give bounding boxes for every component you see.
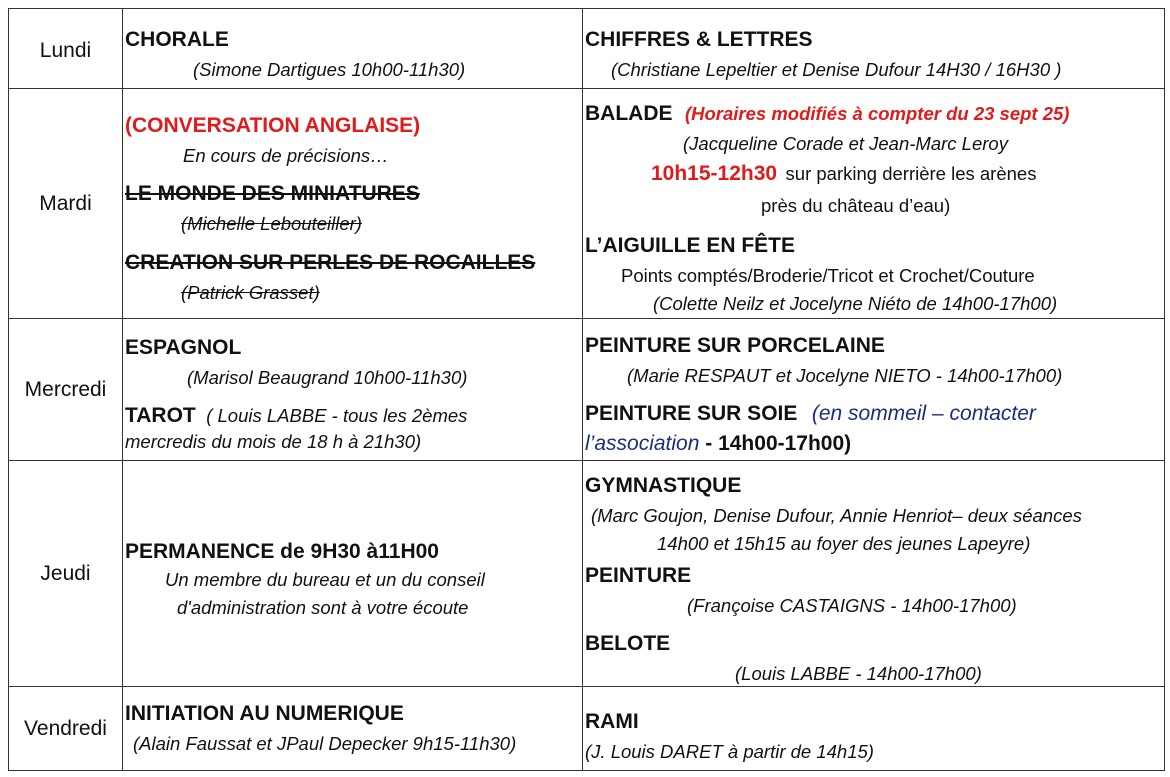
day-mercredi: Mercredi	[9, 319, 123, 461]
aiguille-title: L’AIGUILLE EN FÊTE	[585, 234, 796, 257]
numerique-info: (Alain Faussat et JPaul Depecker 9h15-11h30)	[133, 733, 517, 754]
aiguille-info: (Colette Neilz et Jocelyne Niéto de 14h00-17h00)	[653, 293, 1058, 314]
chorale-title: CHORALE	[125, 28, 229, 51]
lundi-morning	[123, 9, 583, 89]
conversation-info: En cours de précisions…	[183, 145, 389, 166]
vendredi-morning	[123, 687, 583, 771]
chorale-info: (Simone Dartigues 10h00-11h30)	[193, 59, 466, 80]
balade-place2: près du château d’eau)	[761, 195, 951, 216]
conversation-title: (CONVERSATION ANGLAISE)	[125, 114, 421, 137]
miniatures-info: (Michelle Lebouteiller)	[181, 213, 362, 234]
soie-heading	[585, 403, 1164, 424]
chiffres-info: (Christiane Lepeltier et Denise Dufour 14H30 / 16H30 )	[611, 59, 1062, 80]
soie-sep: -	[699, 432, 719, 455]
row-mardi	[9, 89, 1165, 319]
schedule-table	[8, 8, 1165, 771]
mercredi-afternoon	[583, 319, 1165, 461]
day-mardi: Mardi	[9, 89, 123, 319]
belote-title: BELOTE	[585, 632, 671, 655]
row-vendredi	[9, 687, 1165, 771]
miniatures-title: LE MONDE DES MINIATURES	[125, 182, 420, 205]
jeudi-afternoon	[583, 461, 1165, 687]
perles-title: CREATION SUR PERLES DE ROCAILLES	[125, 251, 536, 274]
permanence-title: PERMANENCE de 9H30 à11H00	[125, 540, 439, 563]
aiguille-activities: Points comptés/Broderie/Tricot et Crochet/Couture	[621, 265, 1035, 286]
soie-status2: l’association	[585, 432, 700, 455]
rami-title: RAMI	[585, 710, 639, 733]
rami-info: (J. Louis DARET à partir de 14h15)	[585, 741, 874, 762]
balade-people: (Jacqueline Corade et Jean-Marc Leroy	[683, 133, 1008, 154]
day-vendredi: Vendredi	[9, 687, 123, 771]
balade-heading	[585, 103, 1164, 124]
espagnol-title: ESPAGNOL	[125, 336, 242, 359]
porcelaine-info: (Marie RESPAUT et Jocelyne NIETO - 14h00-17h00)	[627, 365, 1063, 386]
day-jeudi: Jeudi	[9, 461, 123, 687]
balade-schedule	[651, 163, 1164, 184]
mardi-morning	[123, 89, 583, 319]
balade-title: BALADE	[585, 102, 673, 125]
row-jeudi	[9, 461, 1165, 687]
balade-time: 10h15-12h30	[651, 162, 778, 185]
day-lundi: Lundi	[9, 9, 123, 89]
vendredi-afternoon	[583, 687, 1165, 771]
soie-status: (en sommeil – contacter	[811, 402, 1036, 425]
gym-info2: 14h00 et 15h15 au foyer des jeunes Lapeyre)	[657, 533, 1031, 554]
jeudi-morning	[123, 461, 583, 687]
gym-title: GYMNASTIQUE	[585, 474, 742, 497]
tarot-heading	[125, 405, 582, 426]
numerique-title: INITIATION AU NUMERIQUE	[125, 702, 404, 725]
chiffres-title: CHIFFRES & LETTRES	[585, 28, 813, 51]
row-mercredi	[9, 319, 1165, 461]
gym-info: (Marc Goujon, Denise Dufour, Annie Henriot– deux séances	[591, 505, 1082, 526]
espagnol-info: (Marisol Beaugrand 10h00-11h30)	[187, 367, 468, 388]
tarot-info2: mercredis du mois de 18 h à 21h30)	[125, 431, 422, 452]
mardi-afternoon	[583, 89, 1165, 319]
balade-notice: (Horaires modifiés à compter du 23 sept 25)	[684, 103, 1070, 124]
porcelaine-title: PEINTURE SUR PORCELAINE	[585, 334, 885, 357]
perles-info: (Patrick Grasset)	[181, 282, 320, 303]
tarot-info: ( Louis LABBE - tous les 2èmes	[206, 405, 468, 426]
mercredi-morning	[123, 319, 583, 461]
soie-title: PEINTURE SUR SOIE	[585, 402, 798, 425]
belote-info: (Louis LABBE - 14h00-17h00)	[735, 663, 982, 684]
soie-time: 14h00-17h00)	[718, 432, 852, 455]
row-lundi	[9, 9, 1165, 89]
tarot-title: TAROT	[125, 404, 196, 427]
peinture-info: (Françoise CASTAIGNS - 14h00-17h00)	[687, 595, 1017, 616]
permanence-info2: d'administration sont à votre écoute	[177, 597, 469, 618]
permanence-info: Un membre du bureau et un du conseil	[165, 569, 485, 590]
peinture-title: PEINTURE	[585, 564, 692, 587]
balade-place: sur parking derrière les arènes	[785, 163, 1037, 184]
soie-details	[585, 433, 1164, 454]
lundi-afternoon	[583, 9, 1165, 89]
